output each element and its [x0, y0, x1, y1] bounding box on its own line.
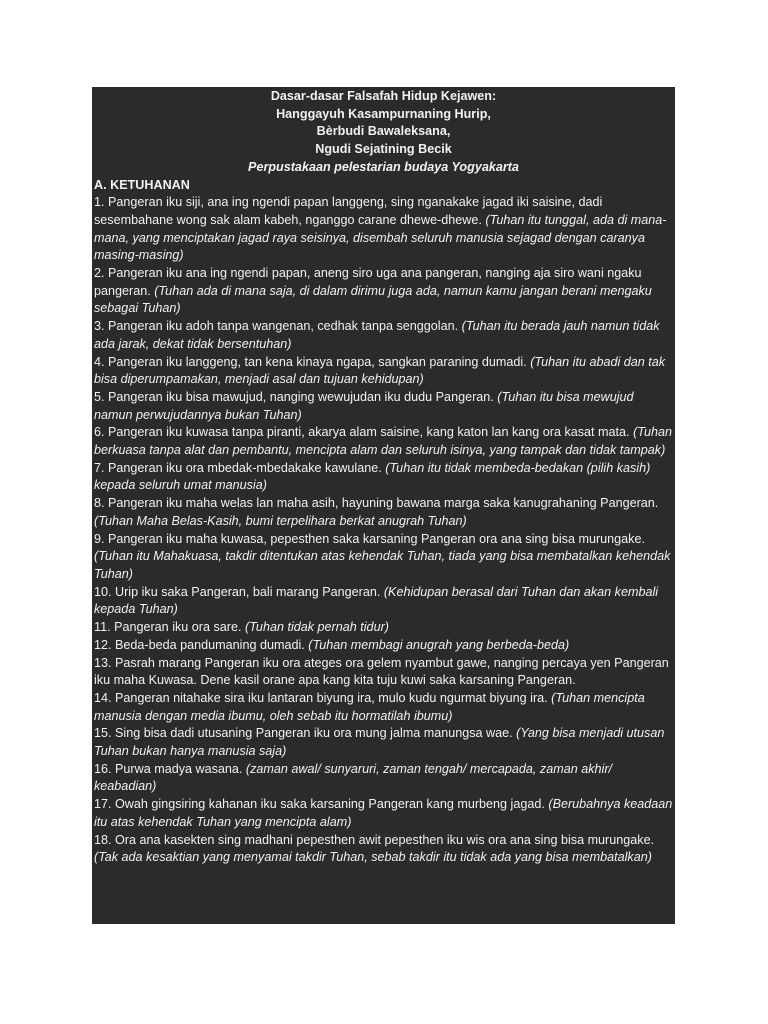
list-item	[94, 424, 673, 459]
list-item	[94, 194, 673, 265]
list-item	[94, 725, 673, 760]
title-line-3: Bèrbudi Bawaleksana,	[316, 124, 451, 139]
item-translation: (Tuhan itu bisa mewujud namun perwujudannya bukan Tuhan)	[94, 389, 634, 422]
item-text: 2. Pangeran iku ana ing ngendi papan, aneng siro uga ana pangeran, nanging aja siro wani ngaku pangeran.	[94, 266, 642, 298]
list-item	[94, 265, 673, 318]
item-text: 16. Purwa madya wasana.	[94, 761, 243, 776]
item-translation: (Tuhan Maha Belas-Kasih, bumi terpelihara berkat anugrah Tuhan)	[94, 513, 467, 528]
item-text: 10. Urip iku saka Pangeran, bali marang Pangeran.	[94, 584, 381, 599]
list-item	[94, 318, 673, 353]
list-item	[94, 354, 673, 389]
document-subtitle: Perpustakaan pelestarian budaya Yogyakarta	[248, 159, 519, 174]
item-text: 17. Owah gingsiring kahanan iku saka karsaning Pangeran kang murbeng jagad.	[94, 797, 545, 812]
list-item	[94, 584, 673, 619]
item-translation: (Berubahnya keadaan itu atas kehendak Tuhan yang mencipta alam)	[94, 797, 673, 829]
item-translation: (Yang bisa menjadi utusan Tuhan bukan hanya manusia saja)	[94, 726, 665, 759]
list-item	[94, 637, 673, 655]
item-text: 12. Beda-beda pandumaning dumadi.	[94, 637, 305, 652]
list-item	[94, 619, 673, 637]
item-text: 5. Pangeran iku bisa mawujud, nanging wewujudan iku dudu Pangeran.	[94, 389, 494, 404]
item-text: 8. Pangeran iku maha welas lan maha asih, hayuning bawana marga saka kanugrahaning Pangeran.	[94, 496, 659, 511]
list-item	[94, 690, 673, 725]
item-text: 3. Pangeran iku adoh tanpa wangenan, cedhak tanpa senggolan.	[94, 319, 459, 334]
item-translation: (Tak ada kesaktian yang menyamai takdir Tuhan, sebab takdir itu tidak ada yang bisa membatalkan)	[94, 850, 652, 865]
item-text: 4. Pangeran iku langgeng, tan kena kinaya ngapa, sangkan paraning dumadi.	[94, 354, 527, 369]
item-text: 9. Pangeran iku maha kuwasa, pepesthen saka karsaning Pangeran ora ana sing bisa murungake.	[94, 531, 645, 546]
item-text: 7. Pangeran iku ora mbedak-mbedakake kawulane.	[94, 460, 382, 475]
item-translation: (Tuhan itu tunggal, ada di mana-mana, yang menciptakan jagad raya seisinya, disembah seluruh manusia sejagad dengan caranya masing-masing)	[94, 212, 667, 263]
list-item	[94, 460, 673, 495]
item-translation: (Tuhan tidak pernah tidur)	[244, 620, 389, 635]
item-translation: (Kehidupan berasal dari Tuhan dan akan kembali kepada Tuhan)	[94, 584, 659, 617]
item-list	[94, 194, 673, 867]
item-translation: (Tuhan berkuasa tanpa alat dan pembantu, mencipta alam dan seluruh isinya, yang tampak dan tidak tampak)	[94, 425, 673, 458]
item-text: 14. Pangeran nitahake sira iku lantaran biyung ira, mulo kudu ngurmat biyung ira.	[94, 690, 548, 705]
item-text: 6. Pangeran iku kuwasa tanpa piranti, akarya alam saisine, kang katon lan kang ora kasat mata.	[94, 425, 630, 440]
item-translation: (Tuhan itu Mahakuasa, takdir ditentukan atas kehendak Tuhan, tiada yang bisa membatalkan kehendak Tuhan)	[94, 549, 671, 581]
title-line-1: Dasar-dasar Falsafah Hidup Kejawen:	[270, 89, 497, 103]
item-translation: (Tuhan itu abadi dan tak bisa diperumpamakan, menjadi asal dan tujuan kehidupan)	[94, 354, 666, 387]
list-item	[94, 655, 673, 690]
item-translation: (zaman awal/ sunyaruri, zaman tengah/ mercapada, zaman akhir/ keabadian)	[94, 761, 613, 794]
section-heading: A. KETUHANAN	[94, 177, 190, 192]
document-page	[92, 87, 675, 924]
list-item	[94, 796, 673, 831]
item-text: 11. Pangeran iku ora sare.	[94, 620, 242, 635]
list-item	[94, 389, 673, 424]
title-line-4: Ngudi Sejatining Becik	[315, 142, 452, 157]
list-item	[94, 531, 673, 584]
item-translation: (Tuhan membagi anugrah yang berbeda-beda)	[308, 637, 570, 652]
list-item	[94, 495, 673, 530]
item-translation: (Tuhan itu berada jauh namun tidak ada jarak, dekat tidak bersentuhan)	[94, 319, 660, 351]
item-text: 13. Pasrah marang Pangeran iku ora ateges ora gelem nyambut gawe, nanging percaya yen Pangeran iku maha Kuwasa. Dene kasil orane apa kang kita tuju kuwi saka karsaning Pangeran.	[94, 655, 669, 688]
item-translation: (Tuhan itu tidak membeda-bedakan (pilih kasih) kepada seluruh umat manusia)	[94, 460, 651, 493]
item-translation: (Tuhan mencipta manusia dengan media ibumu, oleh sebab itu hormatilah ibumu)	[94, 690, 645, 723]
item-text: 18. Ora ana kasekten sing madhani pepesthen awit pepesthen iku wis ora ana sing bisa murungake.	[94, 832, 655, 847]
item-text: 15. Sing bisa dadi utusaning Pangeran iku ora mung jalma manungsa wae.	[94, 726, 513, 741]
item-translation: (Tuhan ada di mana saja, di dalam dirimu juga ada, namun kamu jangan berani mengaku sebagai Tuhan)	[94, 283, 652, 316]
item-text: 1. Pangeran iku siji, ana ing ngendi papan langgeng, sing nganakake jagad iki saisine, dadi sesembahane wong sak alam kabeh, nganggo carane dhewe-dhewe.	[94, 195, 603, 227]
list-item	[94, 761, 673, 796]
title-line-2: Hanggayuh Kasampurnaning Hurip,	[276, 106, 491, 121]
list-item	[94, 832, 673, 867]
